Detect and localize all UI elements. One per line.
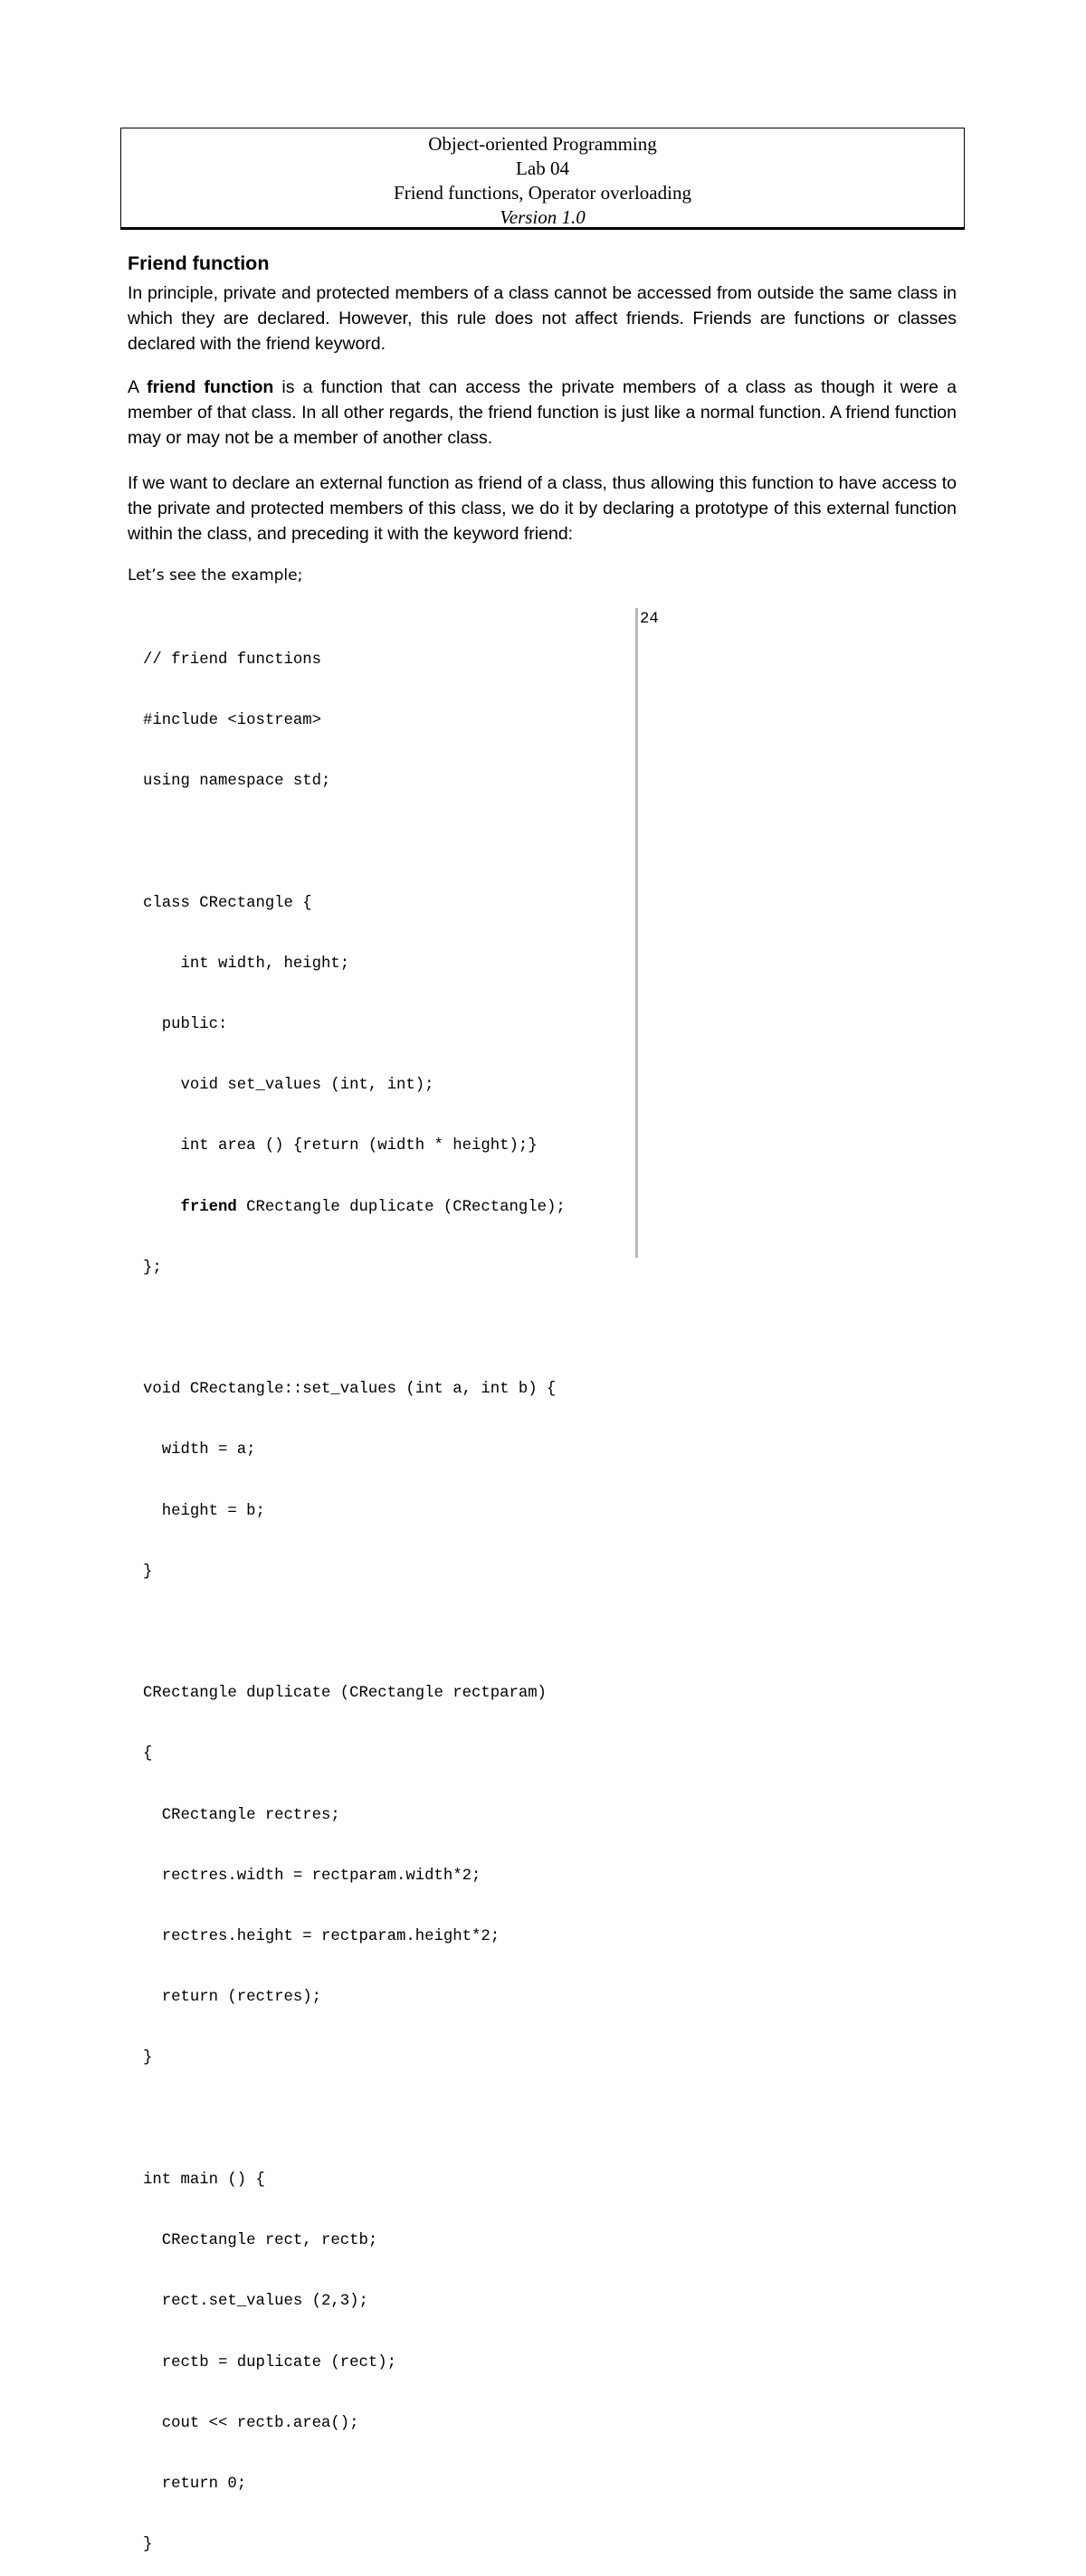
code-line: cout << rectb.area();	[143, 2414, 359, 2432]
code-line: CRectangle rect, rectb;	[143, 2232, 378, 2250]
code-line: int main () {	[143, 2171, 265, 2189]
code-output-divider	[635, 608, 638, 1258]
code-line: #include <iostream>	[143, 712, 322, 730]
code-line: return (rectres);	[143, 1989, 322, 2007]
code-line: }	[143, 1563, 153, 1581]
code-line: // friend functions	[143, 651, 322, 669]
code-line: void set_values (int, int);	[143, 1077, 434, 1095]
friend-declaration: CRectangle duplicate (CRectangle);	[236, 1198, 566, 1216]
example-intro: Let’s see the example;	[128, 566, 303, 585]
code-line: public:	[143, 1016, 228, 1034]
code-line: };	[143, 1259, 162, 1277]
code-line: height = b;	[143, 1502, 265, 1520]
code-line: using namespace std;	[143, 773, 331, 791]
code-line: }	[143, 2536, 153, 2554]
code-line: rectres.height = rectparam.height*2;	[143, 1928, 500, 1946]
code-line: int area () {return (width * height);}	[143, 1137, 538, 1155]
code-line: rectb = duplicate (rect);	[143, 2353, 397, 2372]
code-line	[143, 2110, 636, 2130]
code-line	[143, 1198, 636, 1218]
code-line: class CRectangle {	[143, 894, 312, 912]
program-output: 24	[640, 611, 659, 628]
code-line: rect.set_values (2,3);	[143, 2293, 368, 2311]
version-label: Version 1.0	[500, 206, 586, 228]
code-line: }	[143, 2049, 153, 2067]
paragraph-definition	[128, 375, 957, 451]
code-line: width = a;	[143, 1441, 256, 1459]
code-line: CRectangle duplicate (CRectangle rectparam)	[143, 1685, 547, 1703]
code-line: rectres.width = rectparam.width*2;	[143, 1867, 481, 1885]
lab-number: Lab 04	[516, 157, 569, 179]
definition-body: is a function that can access the private members of a class as though it were a member of that class. In all other regards, the friend function is just like a normal function. A friend function may or may not be a member of another class.	[128, 377, 957, 448]
lab-topic: Friend functions, Operator overloading	[394, 182, 691, 204]
course-title: Object-oriented Programming	[428, 133, 657, 155]
code-line: return 0;	[143, 2475, 247, 2493]
code-line	[143, 832, 636, 852]
section-heading: Friend function	[128, 252, 270, 274]
code-line: void CRectangle::set_values (int a, int b) {	[143, 1381, 557, 1399]
paragraph-declaration: If we want to declare an external function as friend of a class, thus allowing this function to have access to the private and protected members of this class, we do it by declaring a prototype of this external function within the class, and preceding it with the keyword friend:	[128, 473, 957, 544]
code-line: {	[143, 1745, 153, 1763]
code-line: int width, height;	[143, 955, 350, 973]
paragraph-intro: In principle, private and protected members of a class cannot be accessed from outside the same class in which they are declared. However, this rule does not affect friends. Friends are functions or classes declared with the friend keyword.	[128, 283, 957, 354]
code-listing	[143, 610, 636, 2576]
definition-prefix: A	[128, 377, 148, 397]
definition-term: friend function	[147, 377, 274, 397]
code-line	[143, 1623, 636, 1643]
code-line: CRectangle rectres;	[143, 1806, 340, 1824]
friend-keyword: friend	[180, 1198, 237, 1216]
title-box	[120, 128, 965, 228]
code-line	[143, 1319, 636, 1339]
